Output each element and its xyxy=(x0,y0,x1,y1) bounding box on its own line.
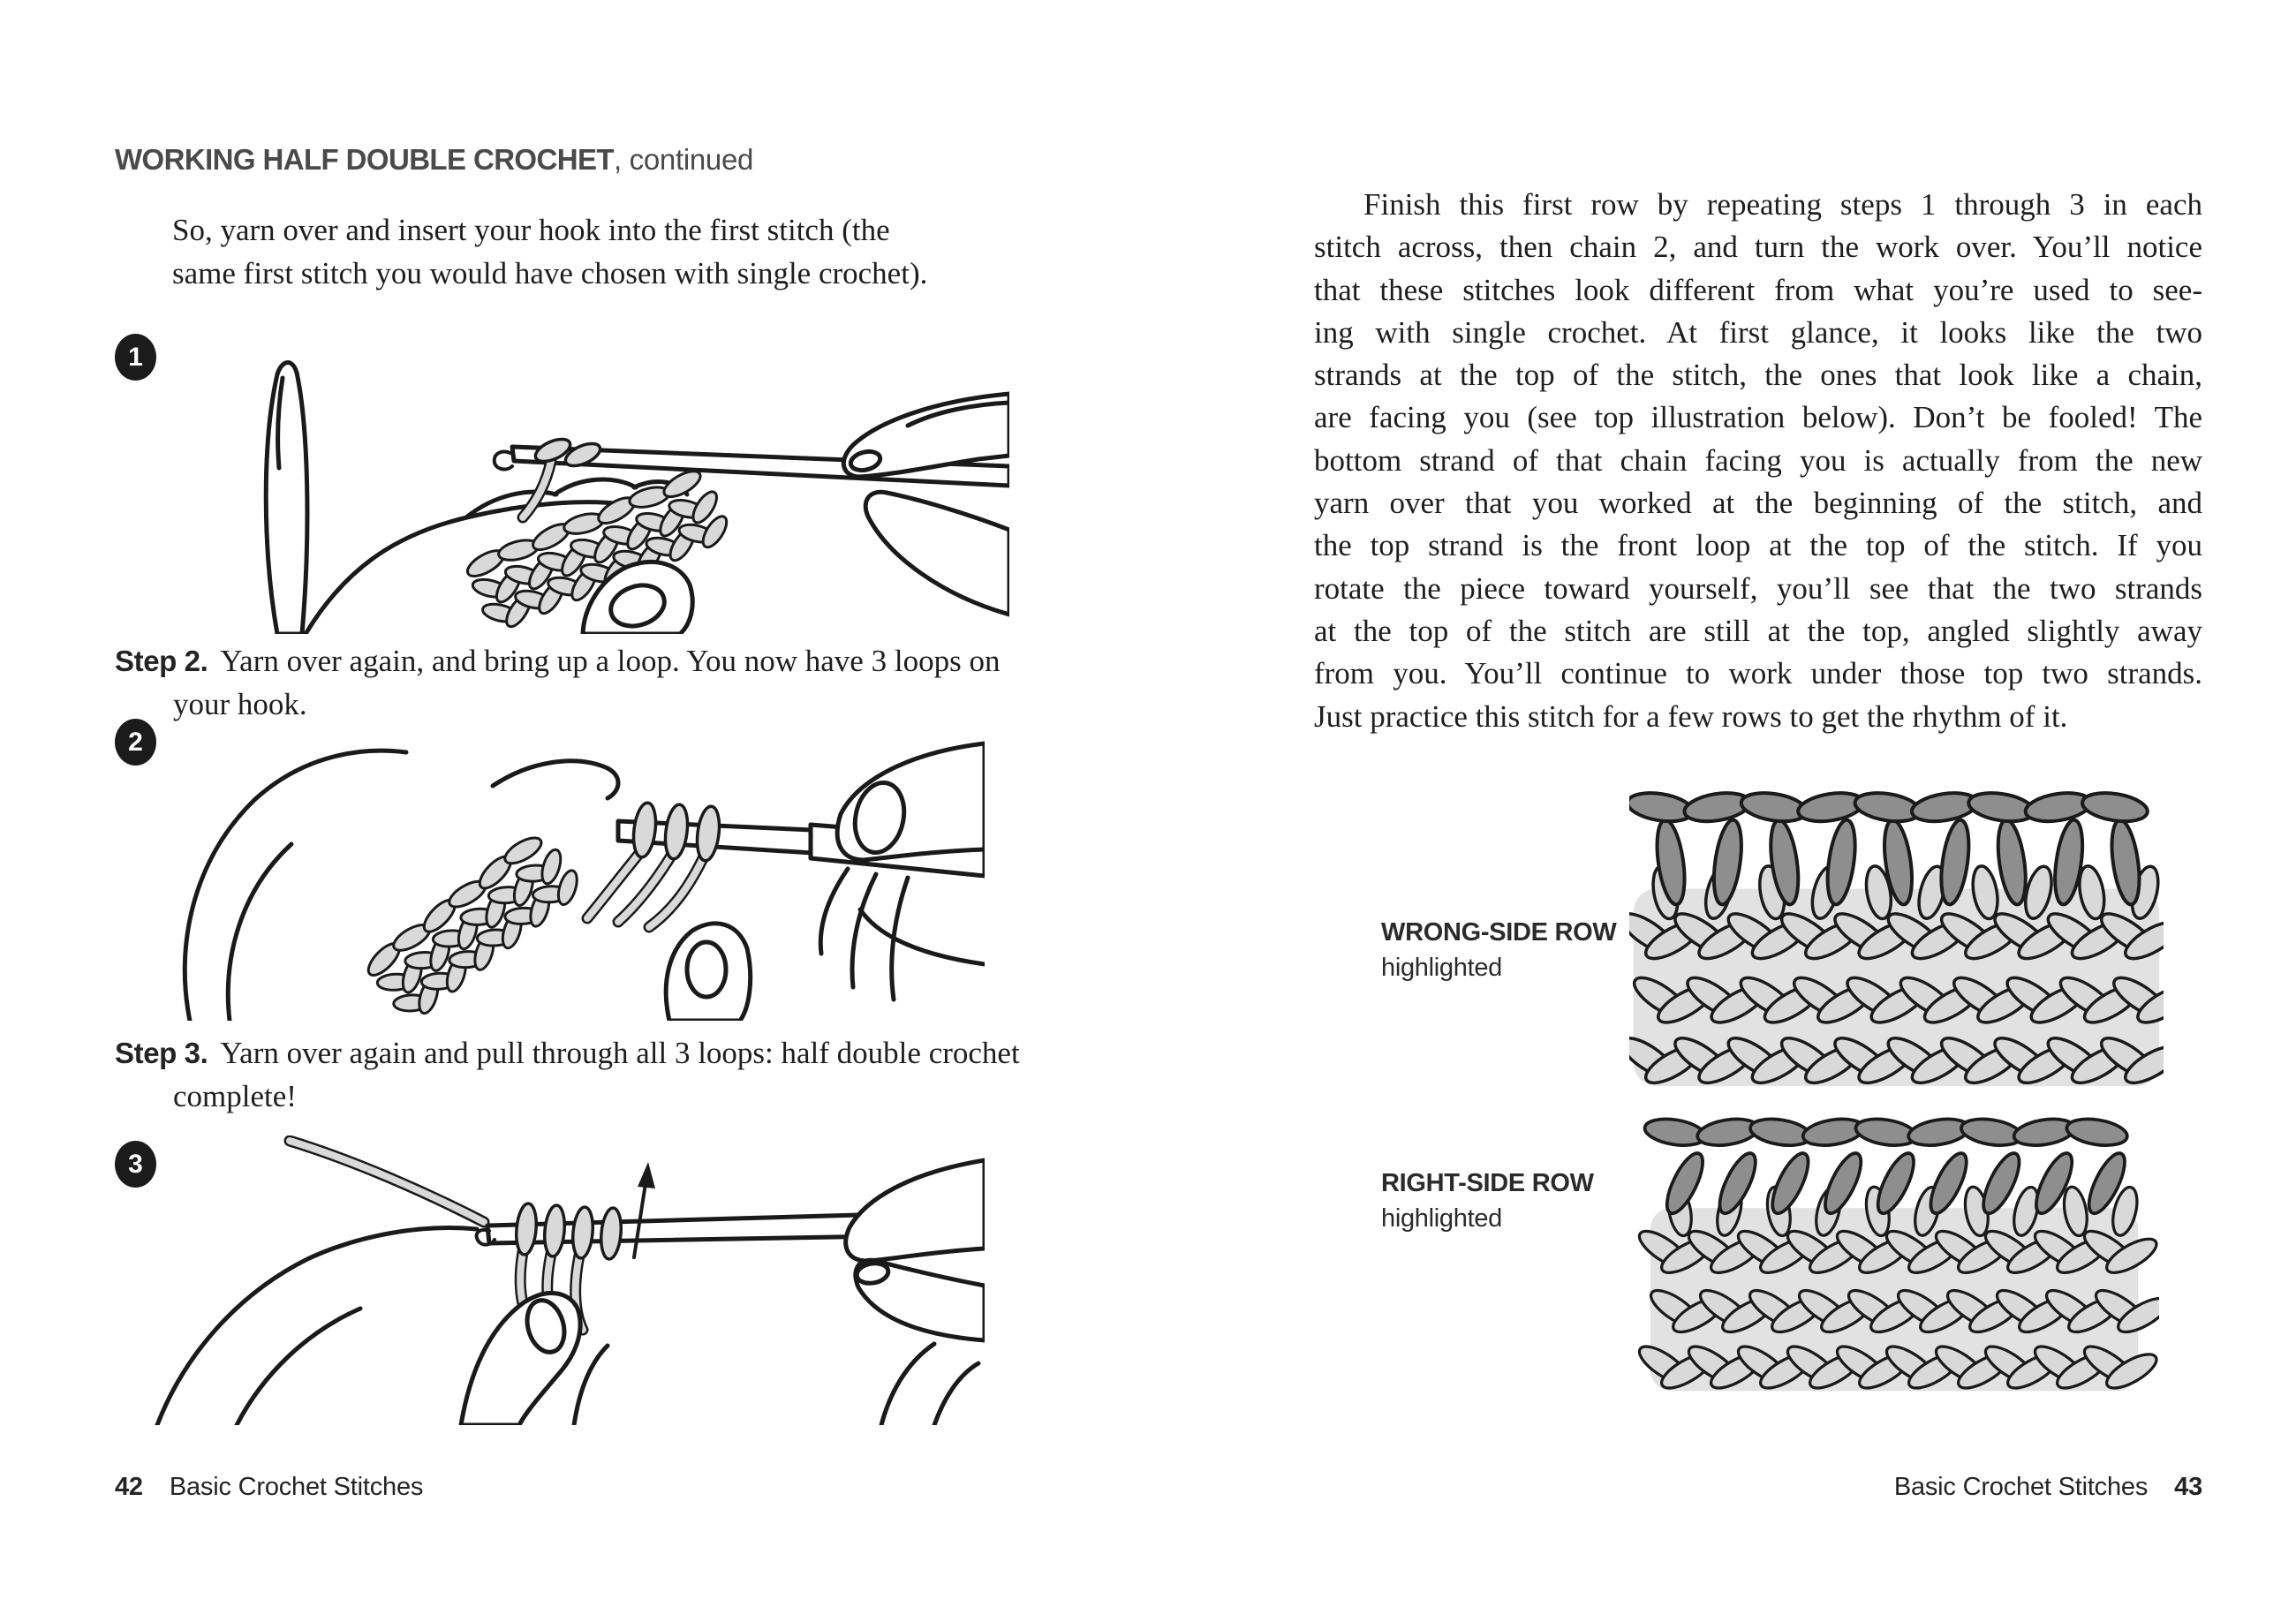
paragraph-line: rotate the piece toward yourself, you’ll see that the two strands xyxy=(1314,570,2202,606)
loop-1 xyxy=(631,802,658,858)
left-index-finger xyxy=(266,363,307,634)
paragraph-line: from you. You’ll continue to work under those top two strands. xyxy=(1314,656,2202,691)
intro-paragraph xyxy=(172,208,1020,295)
right-index-finger xyxy=(846,1160,985,1261)
section-header-suffix: , continued xyxy=(613,143,754,176)
paragraph-line: at the top of the stitch are still at the top, angled slightly away xyxy=(1314,613,2202,648)
yarn-over-loop xyxy=(600,1207,623,1260)
paragraph-line: Finish this first row by repeating steps 1 through 3 in each xyxy=(1363,187,2202,222)
step-3-text xyxy=(115,1031,1024,1118)
paragraph-line: bottom strand of that chain facing you is actually from the new xyxy=(1314,442,2202,478)
step-2-body: Yarn over again, and bring up a loop. You now have 3 loops on your hook. xyxy=(173,644,1001,721)
left-index-finger xyxy=(461,1294,580,1425)
hook-tip xyxy=(495,452,512,470)
crochet-fabric-strip xyxy=(358,822,593,1021)
intro-line: So, yarn over and insert your hook into the first stitch (the xyxy=(172,213,890,247)
step-3-label: Step 3. xyxy=(115,1037,208,1069)
loop-2 xyxy=(543,1204,567,1257)
loop-3 xyxy=(571,1206,595,1259)
step-1-illustration xyxy=(201,343,1009,634)
right-side-label-title: RIGHT-SIDE ROW xyxy=(1381,1169,1594,1197)
paragraph-line: Just practice this stitch for a few rows to get the rhythm of it. xyxy=(1314,698,2068,734)
section-header-title: WORKING HALF DOUBLE CROCHET xyxy=(115,143,614,176)
footer-right xyxy=(1314,1473,2202,1502)
wrong-side-label-title: WRONG-SIDE ROW xyxy=(1381,918,1617,947)
paragraph-line: are facing you (see top illustration below). Don’t be fooled! The xyxy=(1314,400,2202,435)
left-hand-outline xyxy=(185,751,406,1021)
running-title-right: Basic Crochet Stitches xyxy=(1893,1473,2149,1501)
paragraph-line: that these stitches look different from what you’re used to see- xyxy=(1314,272,2202,307)
loop-2 xyxy=(662,804,690,860)
wrong-side-label-sub: highlighted xyxy=(1381,954,1502,982)
right-side-swatch-figure xyxy=(1629,1111,2159,1395)
step-2-illustration xyxy=(141,728,985,1021)
intro-line: same first stitch you would have chosen with single crochet). xyxy=(172,256,928,290)
footer-left xyxy=(115,1473,423,1502)
running-title-left: Basic Crochet Stitches xyxy=(169,1473,424,1501)
page-number-right: 43 xyxy=(2174,1473,2202,1501)
wrong-side-swatch-figure xyxy=(1629,784,2164,1090)
paragraph-line: ing with single crochet. At first glance, it looks like the two xyxy=(1314,314,2202,350)
paragraph-line: strands at the top of the stitch, the ones that look like a chain, xyxy=(1314,358,2202,393)
pull-through-arrow xyxy=(634,1178,646,1257)
right-thumb xyxy=(865,492,1009,615)
step-badge-3-number: 3 xyxy=(128,1149,143,1179)
body-paragraph xyxy=(1314,184,2202,738)
paragraph-line: yarn over that you worked at the beginning of the stitch, and xyxy=(1314,486,2202,521)
paragraph-line: the top strand is the front loop at the top of the stitch. If you xyxy=(1314,528,2202,563)
loop-1 xyxy=(515,1203,539,1256)
step-badge-1 xyxy=(115,334,156,381)
page-number-left: 42 xyxy=(115,1473,143,1501)
step-2-text xyxy=(115,639,1024,726)
step-badge-1-number: 1 xyxy=(128,342,143,372)
right-side-label xyxy=(1381,1166,1594,1236)
left-hand-outline xyxy=(157,1227,477,1425)
thumbnail xyxy=(687,942,726,997)
step-2-label: Step 2. xyxy=(115,645,208,677)
step-3-body: Yarn over again and pull through all 3 loops: half double crochet complete! xyxy=(173,1036,1020,1113)
right-side-label-sub: highlighted xyxy=(1381,1204,1502,1233)
loop-3 xyxy=(694,805,721,862)
paragraph-line: stitch across, then chain 2, and turn the work over. You’ll notice xyxy=(1314,230,2202,265)
section-header xyxy=(115,143,753,177)
step-badge-2-number: 2 xyxy=(128,727,143,757)
step-3-illustration xyxy=(132,1135,985,1425)
wrong-side-label xyxy=(1381,915,1616,985)
